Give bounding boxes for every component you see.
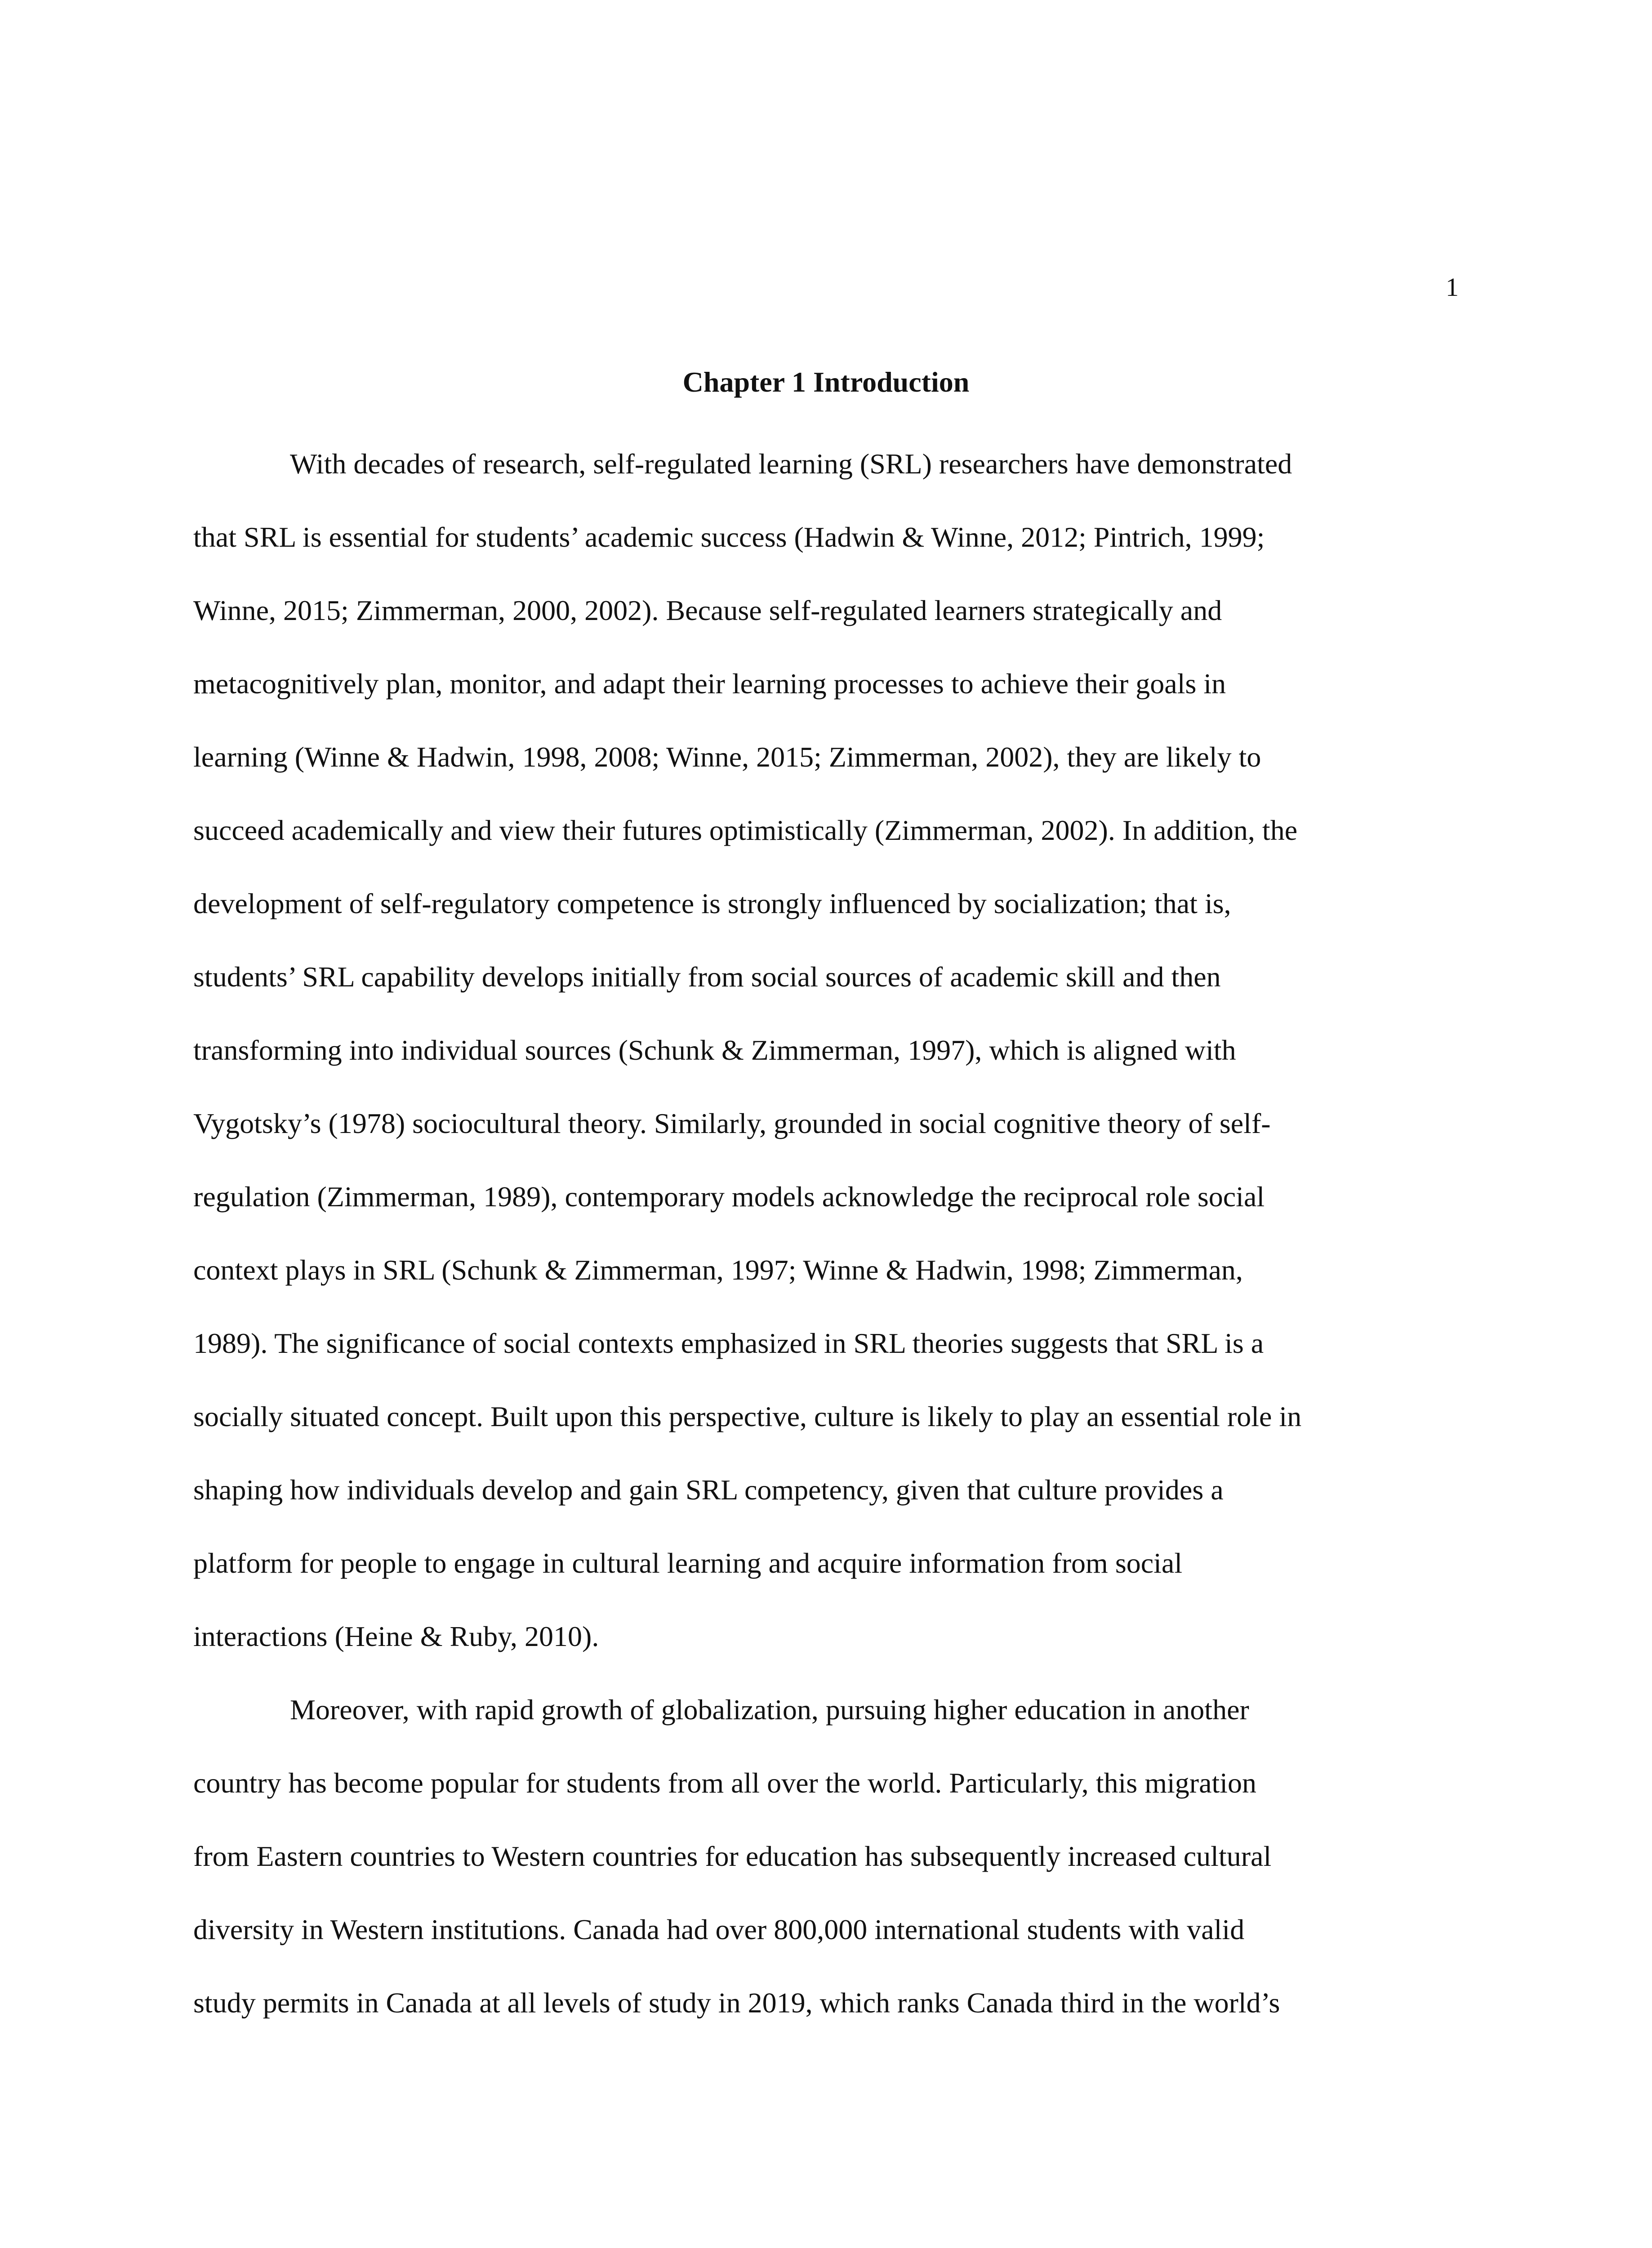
chapter-heading: Chapter 1 Introduction — [682, 366, 970, 398]
paragraph-line: With decades of research, self-regulated learning (SRL) researchers have demonstrated — [290, 448, 1292, 480]
paragraph-line: students’ SRL capability develops initially from social sources of academic skill and then — [193, 961, 1221, 993]
paragraph-line: transforming into individual sources (Schunk & Zimmerman, 1997), which is aligned with — [193, 1034, 1236, 1066]
paragraph-line: regulation (Zimmerman, 1989), contemporary models acknowledge the reciprocal role social — [193, 1181, 1265, 1213]
paragraph-line: learning (Winne & Hadwin, 1998, 2008; Winne, 2015; Zimmerman, 2002), they are likely to — [193, 741, 1261, 773]
paragraph-line: interactions (Heine & Ruby, 2010). — [193, 1620, 599, 1652]
paragraph-line: development of self-regulatory competence is strongly influenced by socialization; that is, — [193, 888, 1231, 919]
paragraph-line: from Eastern countries to Western countries for education has subsequently increased cultural — [193, 1840, 1272, 1872]
paragraph-line: context plays in SRL (Schunk & Zimmerman, 1997; Winne & Hadwin, 1998; Zimmerman, — [193, 1254, 1243, 1286]
paragraph-line: country has become popular for students from all over the world. Particularly, this migration — [193, 1767, 1257, 1799]
paragraph-line: metacognitively plan, monitor, and adapt their learning processes to achieve their goals in — [193, 668, 1226, 700]
paragraph-line: Moreover, with rapid growth of globalization, pursuing higher education in another — [290, 1694, 1249, 1726]
paragraph-line: succeed academically and view their futures optimistically (Zimmerman, 2002). In addition, the — [193, 814, 1298, 846]
paragraph-line: 1989). The significance of social contexts emphasized in SRL theories suggests that SRL is a — [193, 1327, 1264, 1359]
paragraph-line: socially situated concept. Built upon this perspective, culture is likely to play an essential role in — [193, 1401, 1302, 1432]
paragraph-line: Vygotsky’s (1978) sociocultural theory. Similarly, grounded in social cognitive theory of self- — [193, 1107, 1271, 1139]
page-number: 1 — [1446, 272, 1459, 302]
paragraph-line: diversity in Western institutions. Canada had over 800,000 international students with valid — [193, 1913, 1245, 1945]
paragraph-line: shaping how individuals develop and gain SRL competency, given that culture provides a — [193, 1474, 1224, 1506]
paragraph-line: that SRL is essential for students’ academic success (Hadwin & Winne, 2012; Pintrich, 1999; — [193, 521, 1265, 553]
paragraph-line: study permits in Canada at all levels of study in 2019, which ranks Canada third in the world’s — [193, 1987, 1280, 2019]
paragraph-line: Winne, 2015; Zimmerman, 2000, 2002). Because self-regulated learners strategically and — [193, 594, 1222, 626]
paragraph-line: platform for people to engage in cultural learning and acquire information from social — [193, 1547, 1183, 1579]
